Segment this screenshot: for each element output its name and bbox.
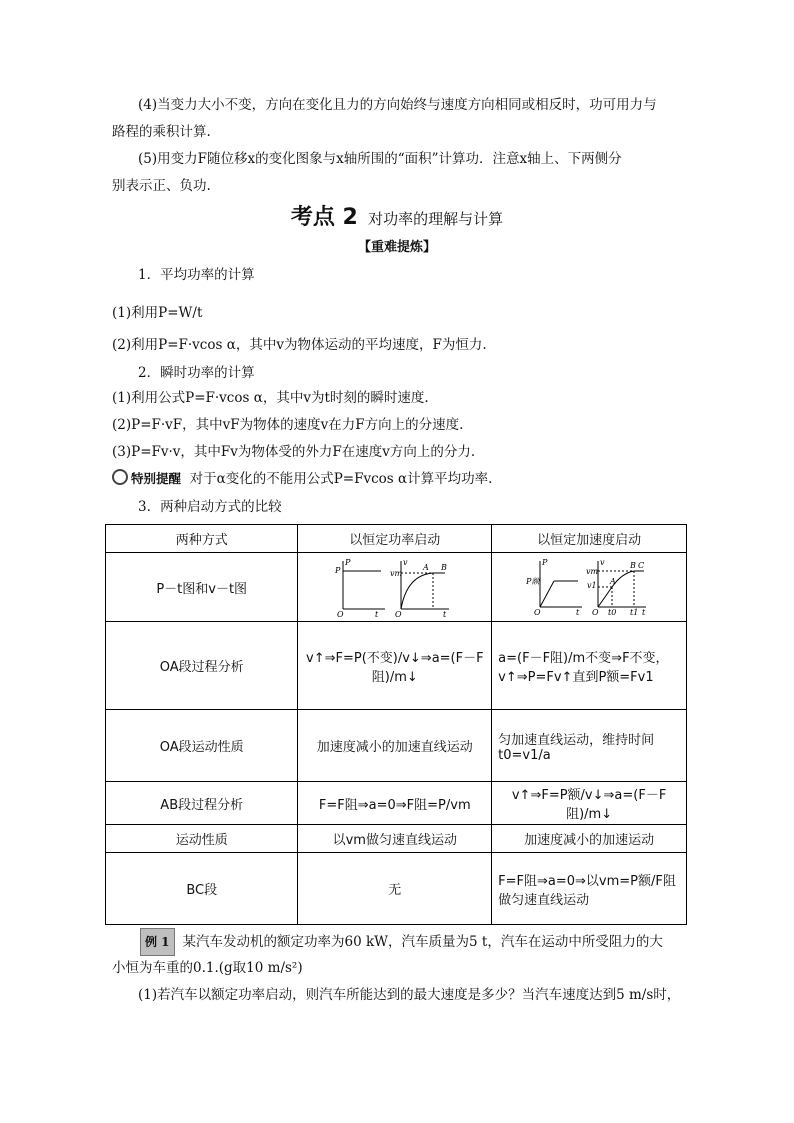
- graph-label-t: t: [576, 608, 580, 617]
- graph-label-P: P: [334, 566, 341, 575]
- graph-label-t0: t0: [608, 608, 617, 617]
- avg-title: 1．平均功率的计算: [138, 267, 255, 283]
- table-row: [106, 553, 687, 622]
- pt-vt-graph-constant-accel: [526, 557, 652, 617]
- table-header-cell: 以恒定加速度启动: [492, 525, 687, 553]
- graph-label-v: v: [600, 558, 605, 567]
- graph-label-O: O: [534, 608, 541, 617]
- row-cell-constant-power: 加速度减小的加速直线运动: [298, 710, 492, 782]
- graph-label-v1: v1: [587, 581, 597, 590]
- row-cell-constant-accel: v↑⇒F=P额/v↓⇒a=(F－F阻)/m↓: [492, 782, 687, 825]
- row-label: 运动性质: [106, 825, 298, 853]
- section-heading: [0, 200, 794, 231]
- table-row: [106, 825, 687, 853]
- graph-label-A: A: [610, 577, 616, 586]
- table-row: [106, 782, 687, 825]
- compare-title: 3．两种启动方式的比较: [138, 499, 282, 515]
- example-line3: (1)若汽车以额定功率启动，则汽车所能达到的最大速度是多少？当汽车速度达到5 m/s时，: [138, 987, 681, 1003]
- graph-label-O: O: [592, 608, 599, 617]
- graph-label-t1: t1: [630, 608, 639, 617]
- graph-label-O: O: [394, 610, 402, 617]
- row-cell-constant-accel: 匀加速直线运动，维持时间t0=v1/a: [492, 710, 687, 782]
- example-badge: 例 1: [140, 928, 175, 956]
- tip-label: 特别提醒: [131, 471, 182, 486]
- row-cell-constant-accel: 加速度减小的加速运动: [492, 825, 687, 853]
- example-line1: [140, 928, 700, 956]
- section-subhead: 【重难提炼】: [357, 240, 436, 255]
- graph-label-B: B: [630, 561, 636, 570]
- graph-label-t: t: [642, 608, 646, 617]
- para-5-line1: (5)用变力F随位移x的变化图象与x轴所围的“面积”计算功．注意x轴上、下两侧分: [138, 151, 622, 167]
- graph-label-vm: vm: [586, 567, 599, 576]
- row-label: AB段过程分析: [106, 782, 298, 825]
- graph-label-vm: vm: [389, 569, 402, 578]
- tip-text: 对于α变化的不能用公式P=Fvcos α计算平均功率.: [189, 471, 493, 487]
- section-title: 对功率的理解与计算: [368, 210, 504, 228]
- table-header-cell: 两种方式: [106, 525, 298, 553]
- tip-line: [112, 466, 682, 492]
- graph-label-O: O: [336, 610, 344, 617]
- row-label: BC段: [106, 853, 298, 925]
- graph-label-P: P: [542, 558, 548, 567]
- row-label: P－t图和v－t图: [106, 553, 298, 622]
- graph-label-C: C: [638, 561, 645, 570]
- row-cell-constant-power: v↑⇒F=P(不变)/v↓⇒a=(F－F阻)/m↓: [298, 622, 492, 710]
- graph-cell-constant-accel: [492, 553, 687, 622]
- example-text: 某汽车发动机的额定功率为60 kW，汽车质量为5 t，汽车在运动中所受阻力的大: [182, 934, 663, 950]
- table-header-cell: 以恒定功率启动: [298, 525, 492, 553]
- comparison-table: [105, 524, 687, 925]
- inst-line1: (1)利用公式P=F·vcos α，其中v为t时刻的瞬时速度.: [112, 390, 429, 406]
- inst-title: 2．瞬时功率的计算: [138, 365, 255, 381]
- row-cell-constant-power: F=F阻⇒a=0⇒F阻=P/vm: [298, 782, 492, 825]
- graph-label-v: v: [402, 558, 408, 567]
- row-cell-constant-power: 以vm做匀速直线运动: [298, 825, 492, 853]
- graph-label-B: B: [440, 563, 447, 572]
- para-4-line1: (4)当变力大小不变，方向在变化且力的方向始终与速度方向相同或相反时，功可用力与: [138, 97, 657, 113]
- graph-label-P: P: [344, 558, 351, 567]
- table-header-row: [106, 525, 687, 553]
- table-row: [106, 853, 687, 925]
- graph-cell-constant-power: [298, 553, 492, 622]
- table-row: [106, 622, 687, 710]
- avg-line2: (2)利用P=F·vcos α，其中v为物体运动的平均速度，F为恒力.: [112, 337, 487, 353]
- row-cell-constant-accel: a=(F－F阻)/m不变⇒F不变，v↑⇒P=Fv↑直到P额=Fv1: [492, 622, 687, 710]
- row-cell-constant-power: 无: [298, 853, 492, 925]
- row-label: OA段过程分析: [106, 622, 298, 710]
- graph-label-t: t: [374, 610, 378, 617]
- example-line2: 小恒为车重的0.1.(g取10 m/s²): [112, 960, 303, 976]
- row-label: OA段运动性质: [106, 710, 298, 782]
- pt-vt-graph-constant-power: [335, 557, 455, 617]
- kaodian-label: 考点 2: [290, 205, 358, 230]
- inst-line2: (2)P=F·vF，其中vF为物体的速度v在力F方向上的分速度.: [112, 417, 464, 433]
- avg-line1: (1)利用P=W/t: [112, 305, 203, 321]
- graph-label-A: A: [422, 563, 429, 572]
- para-4-line2: 路程的乘积计算.: [112, 124, 211, 140]
- graph-label-Pe: P额: [526, 577, 540, 586]
- row-cell-constant-accel: F=F阻⇒a=0⇒以vm=P额/F阻做匀速直线运动: [492, 853, 687, 925]
- inst-line3: (3)P=Fv·v，其中Fv为物体受的外力F在速度v方向上的分力.: [112, 444, 476, 460]
- graph-label-t: t: [442, 610, 446, 617]
- tip-icon: [112, 469, 128, 485]
- para-5-line2: 别表示正、负功.: [112, 178, 211, 194]
- table-row: [106, 710, 687, 782]
